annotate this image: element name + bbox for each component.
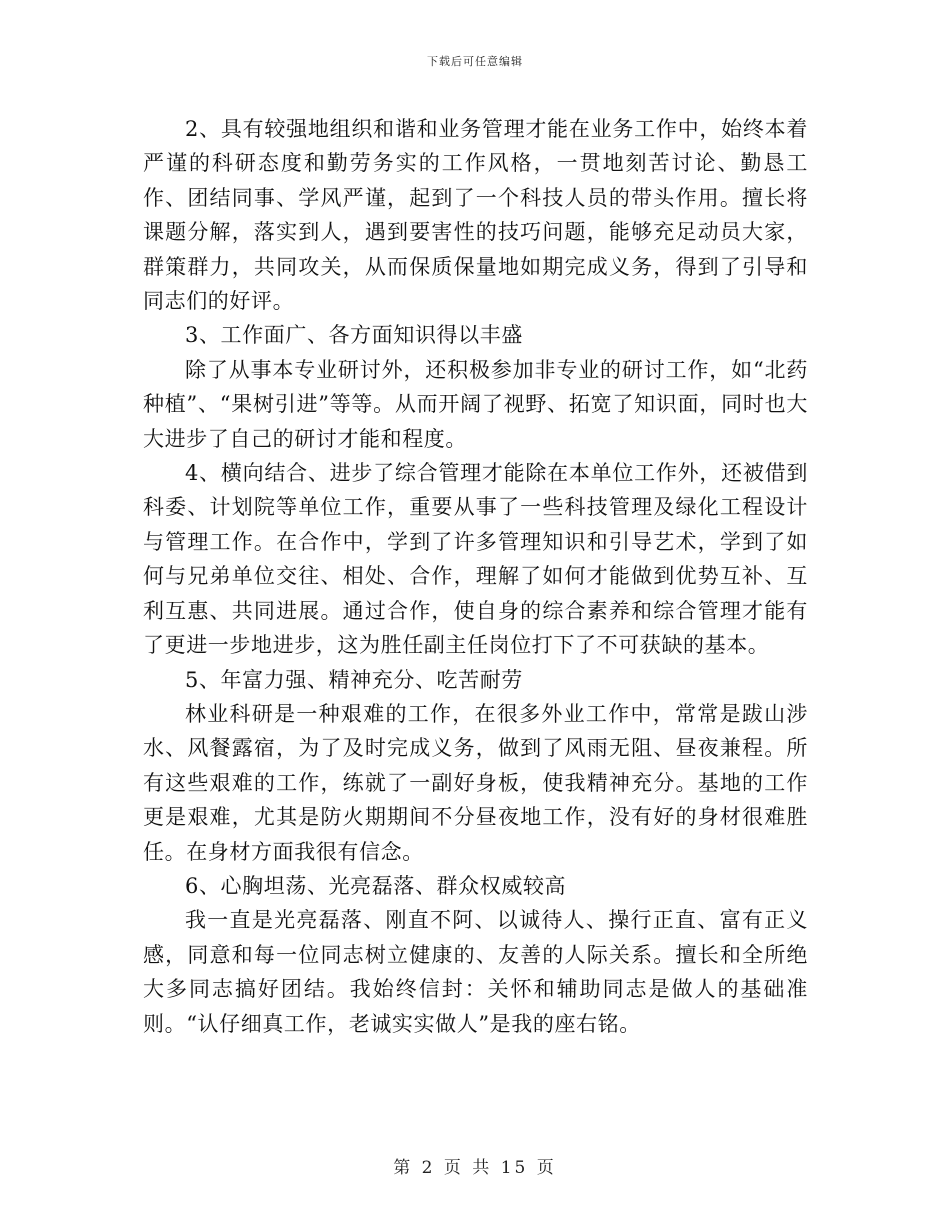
page-header-note: 下载后可任意编辑 xyxy=(427,55,523,68)
section-heading-5: 5、年富力强、精神充分、吃苦耐劳 xyxy=(185,667,523,692)
paragraph-section-6: 我一直是光亮磊落、刚直不阿、以诚待人、操行正直、富有正义感，同意和每一位同志树立健康的、友善的人际关系。擅长和全所绝大多同志搞好团结。我始终信封：关怀和辅助同志是做人的基础准则。“认仔细真工作，老诚实实做人”是我的座右铭。 xyxy=(143,908,808,1036)
section-heading-6: 6、心胸坦荡、光亮磊落、群众权威较高 xyxy=(185,873,567,898)
paragraph-section-3: 除了从事本专业研讨外，还积极参加非专业的研讨工作，如“北药种植”、“果树引进”等等。从而开阔了视野、拓宽了知识面，同时也大大进步了自己的研讨才能和程度。 xyxy=(143,357,808,451)
paragraph-item-2: 2、具有较强地组织和谐和业务管理才能在业务工作中，始终本着严谨的科研态度和勤劳务实的工作风格，一贯地刻苦讨论、勤恳工作、团结同事、学风严谨，起到了一个科技人员的带头作用。擅长将课题分解，落实到人，遇到要害性的技巧问题，能够充足动员大家，群策群力，共同攻关，从而保质保量地如期完成义务，得到了引导和同志们的好评。 xyxy=(143,117,808,314)
document-body xyxy=(143,112,808,1041)
paragraph-item-4: 4、横向结合、进步了综合管理才能除在本单位工作外，还被借到科委、计划院等单位工作，重要从事了一些科技管理及绿化工程设计与管理工作。在合作中，学到了许多管理知识和引导艺术，学到了如何与兄弟单位交往、相处、合作，理解了如何才能做到优势互补、互利互惠、共同进展。通过合作，使自身的综合素养和综合管理才能有了更进一步地进步，这为胜任副主任岗位打下了不可获缺的基本。 xyxy=(143,461,808,658)
page-number-footer: 第 2 页 共 15 页 xyxy=(393,1158,557,1178)
paragraph-section-5: 林业科研是一种艰难的工作，在很多外业工作中，常常是跋山涉水、风餐露宿，为了及时完成义务，做到了风雨无阻、昼夜兼程。所有这些艰难的工作，练就了一副好身板，使我精神充分。基地的工作更是艰难，尤其是防火期期间不分昼夜地工作，没有好的身材很难胜任。在身材方面我很有信念。 xyxy=(143,701,808,864)
section-heading-3: 3、工作面广、各方面知识得以丰盛 xyxy=(185,323,523,348)
